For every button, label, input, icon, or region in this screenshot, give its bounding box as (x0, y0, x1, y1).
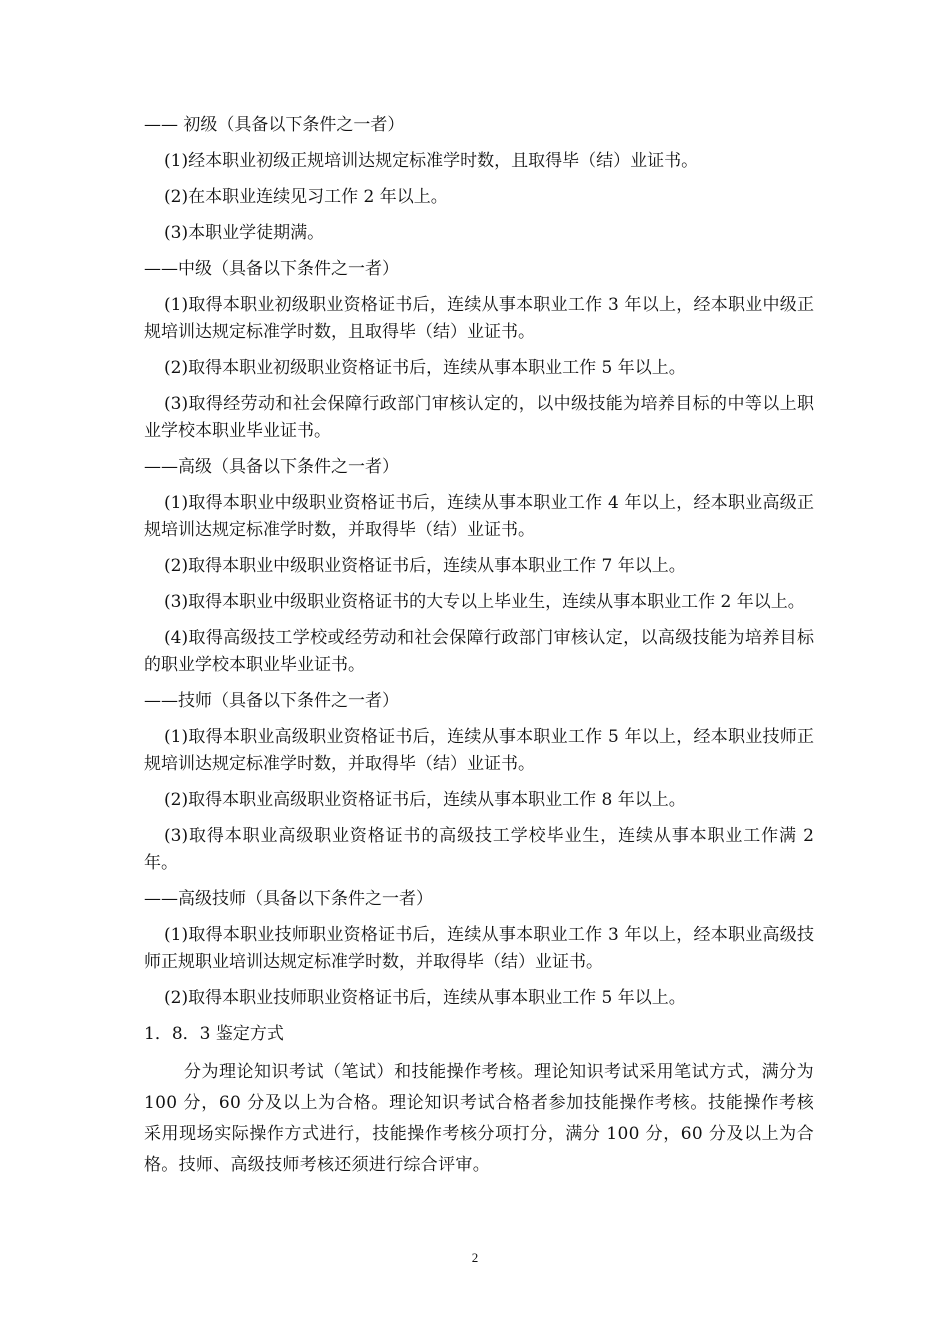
assessment-paragraph: 分为理论知识考试（笔试）和技能操作考核。理论知识考试采用笔试方式，满分为 100 分，60 分及以上为合格。理论知识考试合格者参加技能操作考核。技能操作考核采用现场实际操作方式进行，技能操作考核分项打分，满分 100 分，60 分及以上为合格。技师、高级技师考核还须进行综合评审。 (144, 1062, 814, 1175)
condition-item: (3)取得本职业高级职业资格证书的高级技工学校毕业生，连续从事本职业工作满 2 年。 (144, 826, 814, 873)
condition-item: (1)取得本职业初级职业资格证书后，连续从事本职业工作 3 年以上，经本职业中级正规培训达规定标准学时数，且取得毕（结）业证书。 (144, 295, 814, 342)
condition-item: (2)取得本职业中级职业资格证书后，连续从事本职业工作 7 年以上。 (164, 556, 686, 576)
condition-item: (2)取得本职业初级职业资格证书后，连续从事本职业工作 5 年以上。 (164, 358, 686, 378)
document-body (144, 112, 814, 1190)
condition-item: (3)取得本职业中级职业资格证书的大专以上毕业生，连续从事本职业工作 2 年以上。 (164, 592, 805, 612)
condition-item: (2)在本职业连续见习工作 2 年以上。 (164, 187, 448, 207)
condition-item: (2)取得本职业技师职业资格证书后，连续从事本职业工作 5 年以上。 (164, 988, 686, 1008)
section-heading-assessment-method: 1．8．3 鉴定方式 (144, 1024, 284, 1044)
level-heading-senior-technician: ——高级技师（具备以下条件之一者） (144, 889, 433, 909)
level-heading-intermediate: ——中级（具备以下条件之一者） (144, 259, 399, 279)
condition-item: (3)本职业学徒期满。 (164, 223, 325, 243)
level-heading-technician: ——技师（具备以下条件之一者） (144, 691, 399, 711)
condition-item: (1)取得本职业高级职业资格证书后，连续从事本职业工作 5 年以上，经本职业技师正规培训达规定标准学时数，并取得毕（结）业证书。 (144, 727, 814, 774)
condition-item: (1)经本职业初级正规培训达规定标准学时数，且取得毕（结）业证书。 (164, 151, 699, 171)
page-number: 2 (471, 1250, 479, 1265)
condition-item: (3)取得经劳动和社会保障行政部门审核认定的，以中级技能为培养目标的中等以上职业学校本职业毕业证书。 (144, 394, 814, 441)
condition-item: (1)取得本职业技师职业资格证书后，连续从事本职业工作 3 年以上，经本职业高级技师正规职业培训达规定标准学时数，并取得毕（结）业证书。 (144, 925, 814, 972)
condition-item: (1)取得本职业中级职业资格证书后，连续从事本职业工作 4 年以上，经本职业高级正规培训达规定标准学时数，并取得毕（结）业证书。 (144, 493, 814, 540)
condition-item: (4)取得高级技工学校或经劳动和社会保障行政部门审核认定，以高级技能为培养目标的职业学校本职业毕业证书。 (144, 628, 814, 675)
level-heading-junior: —— 初级（具备以下条件之一者） (144, 115, 405, 135)
level-heading-senior: ——高级（具备以下条件之一者） (144, 457, 399, 477)
condition-item: (2)取得本职业高级职业资格证书后，连续从事本职业工作 8 年以上。 (164, 790, 686, 810)
